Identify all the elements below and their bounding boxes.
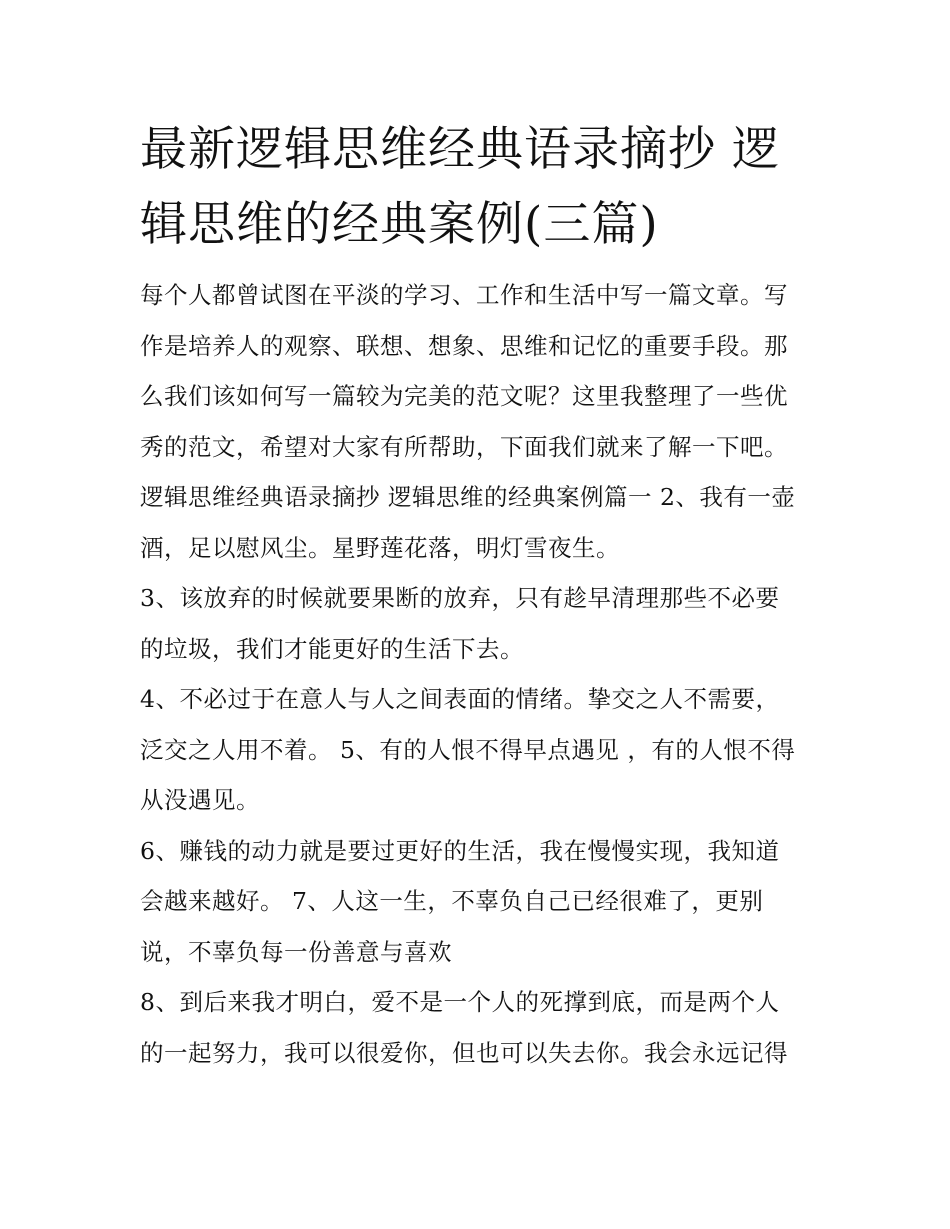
document-body [140,112,820,1078]
text-line: 的垃圾，我们才能更好的生活下去。 [140,634,524,663]
text-line: 秀的范文，希望对大家有所帮助，下面我们就来了解一下吧。 [140,432,788,461]
text-line: 么我们该如何写一篇较为完美的范文呢？这里我整理了一些优 [140,382,788,410]
text-line: 4、不必过于在意人与人之间表面的情绪。挚交之人不需要， [140,685,780,713]
text-line: 6、赚钱的动力就是要过更好的生活，我在慢慢实现，我知道 [140,836,780,865]
text-line: 3、该放弃的时候就要果断的放弃，只有趁早清理那些不必要 [140,584,780,612]
page-title [140,112,820,262]
text-line: 说，不辜负每一份善意与喜欢 [140,937,452,966]
text-line: 的一起努力，我可以很爱你，但也可以失去你。我会永远记得 [140,1038,788,1067]
text-line: 酒，足以慰风尘。星野莲花落，明灯雪夜生。 [140,533,620,562]
paragraph-quote-3 [140,573,820,674]
paragraph-quote-8 [140,977,820,1078]
text-line: 泛交之人用不着。 5、有的人恨不得早点遇见 ，有的人恨不得 [140,735,796,764]
text-line: 会越来越好。 7、人这一生，不辜负自己已经很难了，更别 [140,887,764,915]
paragraph-intro [140,270,820,573]
text-line: 8、到后来我才明白，爱不是一个人的死撑到底，而是两个人 [140,988,780,1016]
text-line: 每个人都曾试图在平淡的学习、工作和生活中写一篇文章。写 [140,281,788,309]
paragraph-quote-6-7 [140,826,820,978]
paragraph-quote-4-5 [140,674,820,826]
title-line: 最新逻辑思维经典语录摘抄 逻 [140,122,780,177]
text-line: 从没遇见。 [140,786,260,814]
text-line: 作是培养人的观察、联想、想象、思维和记忆的重要手段。那 [140,331,788,360]
title-line: 辑思维的经典案例(三篇) [140,197,659,252]
text-line: 逻辑思维经典语录摘抄 逻辑思维的经典案例篇一 2、我有一壶 [140,483,796,511]
